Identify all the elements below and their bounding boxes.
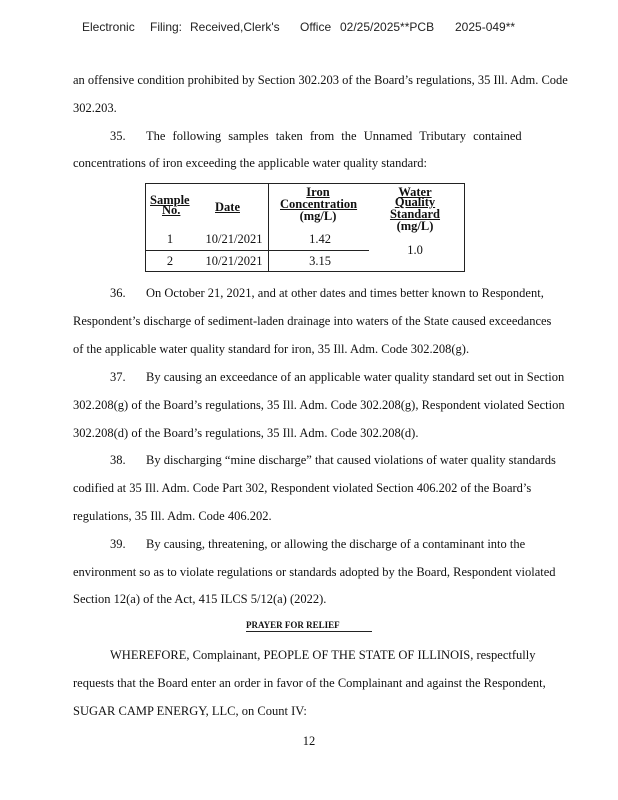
wherefore-line-1: WHEREFORE, Complainant, PEOPLE OF THE STATE OF ILLINOIS, respectfully	[110, 648, 536, 662]
header-filing: Filing:	[150, 20, 183, 34]
header-case-number: 2025-049**	[455, 20, 516, 34]
header-office: Office	[300, 20, 332, 34]
para-36-line-3: of the applicable water quality standard for iron, 35 Ill. Adm. Code 302.208(g).	[73, 342, 470, 356]
para-39-text: By causing, threatening, or allowing the discharge of a contaminant into the	[146, 537, 526, 551]
header-electronic: Electronic	[82, 20, 135, 34]
para-37-text: By causing an exceedance of an applicable water quality standard set out in Section	[146, 370, 565, 384]
para-37-number: 37.	[110, 370, 126, 384]
table-row-2-iron: 3.15	[309, 254, 331, 268]
header-wqs-line-1: Water Quality	[394, 185, 436, 209]
header-wqs-line-2: Standard	[389, 207, 441, 221]
para-38-line-1	[110, 452, 556, 468]
prayer-heading-underline	[246, 631, 372, 632]
para-34-line-1: an offensive condition prohibited by Section 302.203 of the Board’s regulations, 35 Ill. Adm. Code	[73, 73, 568, 87]
header-sample	[150, 195, 190, 215]
para-38-number: 38.	[110, 453, 126, 467]
para-37-line-2: 302.208(g) of the Board’s regulations, 35 Ill. Adm. Code 302.208(g), Respondent violated Section	[73, 398, 565, 412]
para-39-line-2: environment so as to violate regulations or standards adopted by the Board, Respondent violated	[73, 565, 556, 579]
header-received: Received,Clerk's	[190, 20, 280, 34]
header-iron-line-2: Concentration	[280, 197, 358, 211]
prayer-for-relief-heading: PRAYER FOR RELIEF	[246, 620, 340, 630]
header-iron-line-1: Iron	[306, 185, 330, 199]
header-sample-line-2: No.	[162, 203, 181, 217]
table-row-1-sample: 1	[166, 232, 174, 246]
para-37-line-3: 302.208(d) of the Board’s regulations, 35 Ill. Adm. Code 302.208(d).	[73, 426, 419, 440]
header-date: Date	[215, 200, 240, 214]
page-number: 12	[302, 734, 316, 748]
table-row-2-sample: 2	[166, 254, 174, 268]
table-row-1-date: 10/21/2021	[205, 232, 263, 246]
table-row-1-iron: 1.42	[309, 232, 331, 246]
header-sample-line-1: Sample	[150, 193, 190, 207]
para-38-text: By discharging “mine discharge” that caused violations of water quality standards	[146, 453, 556, 467]
para-35-text: The following samples taken from the Unnamed Tributary contained	[146, 129, 522, 143]
table-divider	[268, 183, 269, 271]
wherefore-line-3: SUGAR CAMP ENERGY, LLC, on Count IV:	[73, 704, 307, 718]
para-39-line-1	[110, 536, 525, 552]
wherefore-line-2: requests that the Board enter an order in favor of the Complainant and against the Respondent,	[73, 676, 546, 690]
para-35-line-1	[110, 128, 522, 144]
table-row-2-date: 10/21/2021	[205, 254, 263, 268]
para-37-line-1	[110, 369, 564, 385]
table-row-divider-left	[146, 250, 268, 251]
para-36-line-1	[110, 285, 544, 301]
para-36-number: 36.	[110, 286, 126, 300]
header-iron	[280, 187, 356, 221]
table-row-divider-iron	[269, 250, 369, 251]
para-34-line-2: 302.203.	[73, 101, 117, 115]
header-iron-line-3: (mg/L)	[299, 209, 337, 223]
para-38-line-2: codified at 35 Ill. Adm. Code Part 302, Respondent violated Section 406.202 of the Board’s	[73, 481, 532, 495]
para-39-line-3: Section 12(a) of the Act, 415 ILCS 5/12(a) (2022).	[73, 592, 327, 606]
header-date-pcb: 02/25/2025**PCB	[340, 20, 435, 34]
header-wqs-line-3: (mg/L)	[396, 219, 434, 233]
para-36-text: On October 21, 2021, and at other dates and times better known to Respondent,	[146, 286, 544, 300]
header-water-quality	[377, 187, 453, 231]
para-39-number: 39.	[110, 537, 126, 551]
table-standard-value: 1.0	[407, 243, 423, 257]
para-35-number: 35.	[110, 129, 126, 143]
para-38-line-3: regulations, 35 Ill. Adm. Code 406.202.	[73, 509, 272, 523]
para-35-line-2: concentrations of iron exceeding the applicable water quality standard:	[73, 156, 428, 170]
para-36-line-2: Respondent’s discharge of sediment-laden drainage into waters of the State caused exceedances	[73, 314, 552, 328]
